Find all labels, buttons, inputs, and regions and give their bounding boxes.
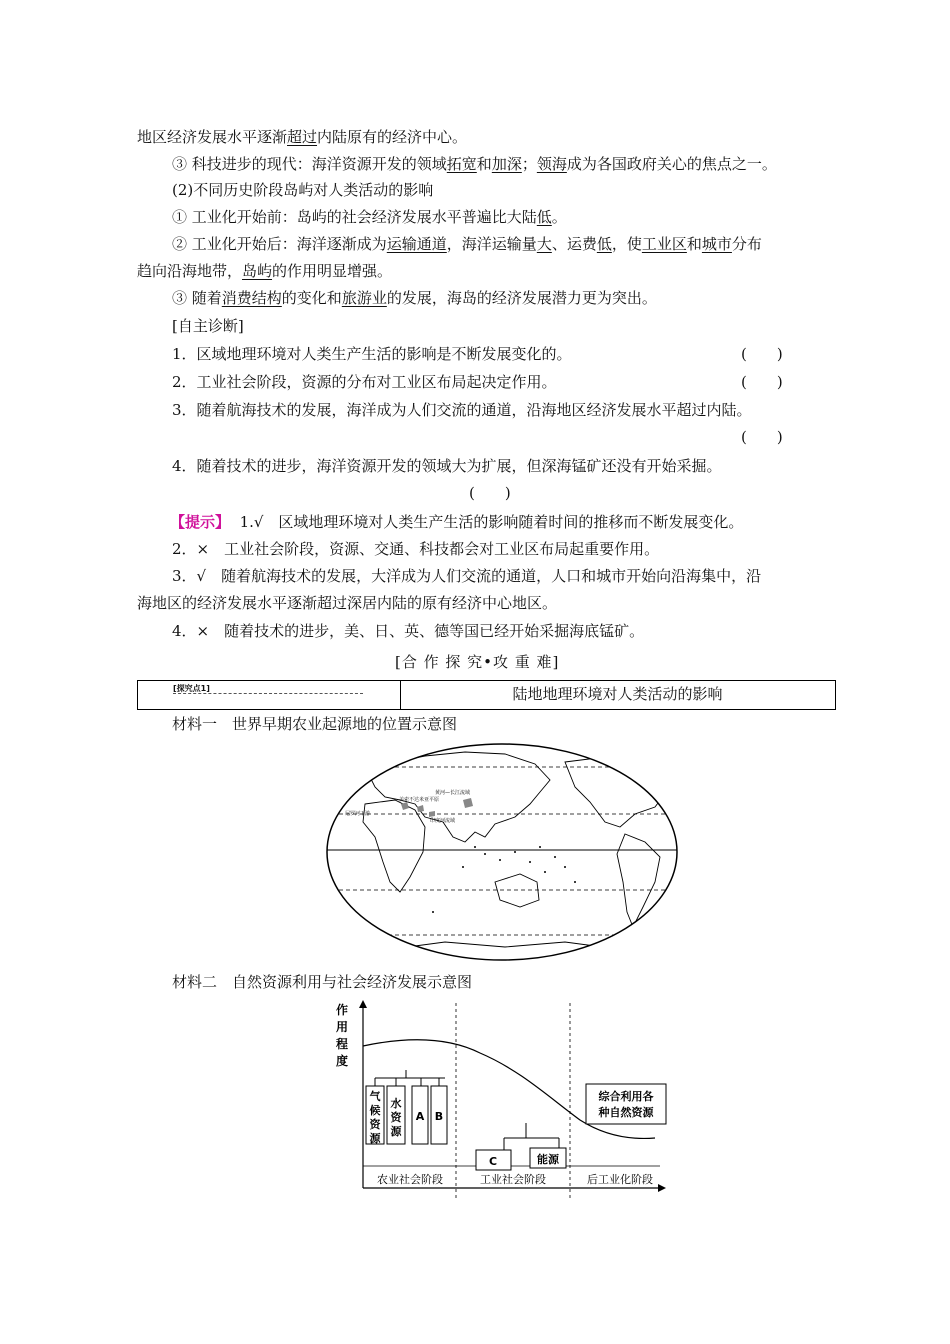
box-label-a: A: [415, 1110, 425, 1123]
answer-paren: ( ): [741, 345, 783, 363]
stage-label: 农业社会阶段: [377, 1173, 443, 1186]
answer-paren: ( ): [741, 373, 783, 391]
y-axis-arrow: [359, 1000, 367, 1008]
map-label: 美索不达米亚平原: [399, 797, 440, 803]
resource-diagram: [330, 998, 675, 1203]
question-4: 4．随着技术的进步，海洋资源开发的领域大为扩展，但深海锰矿还没有开始采掘。: [172, 457, 722, 475]
box-char: 水: [390, 1097, 402, 1110]
box-char: 资: [369, 1118, 381, 1131]
text-line: 趋向沿海地带，岛屿的作用明显增强。: [137, 262, 393, 280]
box-char: 源: [369, 1132, 381, 1145]
text-line: ③ 随着消费结构的变化和旅游业的发展，海岛的经济发展潜力更为突出。: [172, 289, 657, 307]
box-char: 气: [369, 1090, 381, 1103]
box-label-c: C: [488, 1155, 498, 1168]
topic-tag: [探究点1]: [173, 684, 210, 693]
hint-answer-2: 2．× 工业社会阶段，资源、交通、科技都会对工业区布局起重要作用。: [172, 540, 660, 558]
text-line: 地区经济发展水平逐渐超过内陆原有的经济中心。: [137, 128, 468, 146]
map-label: 印度河流域: [430, 818, 456, 824]
hint-answer-3: 3．√ 随着航海技术的发展，大洋成为人们交流的通道，人口和城市开始向沿海集中，沿: [172, 567, 762, 585]
topic-tag-cell: [138, 681, 401, 709]
text-line: ② 工业化开始后：海洋逐渐成为运输通道，海洋运输量大、运费低，使工业区和城市分布: [172, 235, 762, 253]
box-label-b: B: [434, 1110, 444, 1123]
yaxis-char: 程: [336, 1037, 349, 1051]
hint-answer-4: 4．× 随着技术的进步，美、日、英、德等国已经开始采掘海底锰矿。: [172, 622, 645, 640]
map-label: 尼罗河下游: [345, 811, 371, 817]
stage-label: 后工业化阶段: [587, 1173, 653, 1186]
text-line: ③ 科技进步的现代：海洋资源开发的领域拓宽和加深；领海成为各国政府关心的焦点之一。: [172, 155, 777, 173]
hint-answer-3-cont: 海地区的经济发展水平逐渐超过深居内陆的原有经济中心地区。: [137, 594, 558, 612]
box-char: 候: [369, 1104, 381, 1117]
box-label-comp: 综合利用各: [598, 1090, 654, 1103]
box-char: 资: [390, 1111, 402, 1124]
answer-paren: ( ): [741, 428, 783, 446]
yaxis-char: 度: [336, 1054, 349, 1068]
stage-label: 工业社会阶段: [480, 1173, 546, 1186]
hint-label: 【提示】: [170, 513, 231, 531]
yaxis-char: 作: [336, 1003, 349, 1017]
answer-paren: ( ): [469, 484, 511, 502]
map-label: 黄河—长江流域: [435, 790, 471, 796]
text-line: ① 工业化开始前：岛屿的社会经济发展水平普遍比大陆低。: [172, 208, 567, 226]
box-char: 源: [390, 1125, 402, 1138]
box-label-comp: 种自然资源: [598, 1106, 654, 1119]
yaxis-char: 用: [336, 1020, 349, 1034]
divider: [173, 693, 363, 694]
question-1: 1．区域地理环境对人类生产生活的影响是不断发展变化的。: [172, 345, 572, 363]
question-2: 2．工业社会阶段，资源的分布对工业区布局起决定作用。: [172, 373, 557, 391]
section-label: [自主诊断]: [172, 317, 244, 335]
question-3: 3．随着航海技术的发展，海洋成为人们交流的通道，沿海地区经济发展水平超过内陆。: [172, 401, 752, 419]
x-axis-arrow: [658, 1184, 666, 1192]
hint-line: 【提示】 1.√ 区域地理环境对人类生产生活的影响随着时间的推移而不断发展变化。: [170, 513, 744, 531]
material-2-caption: 材料二 自然资源利用与社会经济发展示意图: [172, 973, 473, 991]
box-label-energy: 能源: [537, 1153, 559, 1166]
topic-table: [137, 680, 836, 710]
material-1-caption: 材料一 世界早期农业起源地的位置示意图: [172, 715, 458, 733]
section-heading: [合 作 探 究•攻 重 难]: [395, 653, 560, 671]
topic-title: 陆地地理环境对人类活动的影响: [512, 685, 723, 703]
subheading: (2)不同历史阶段岛屿对人类活动的影响: [172, 181, 434, 199]
world-map: [325, 742, 680, 962]
